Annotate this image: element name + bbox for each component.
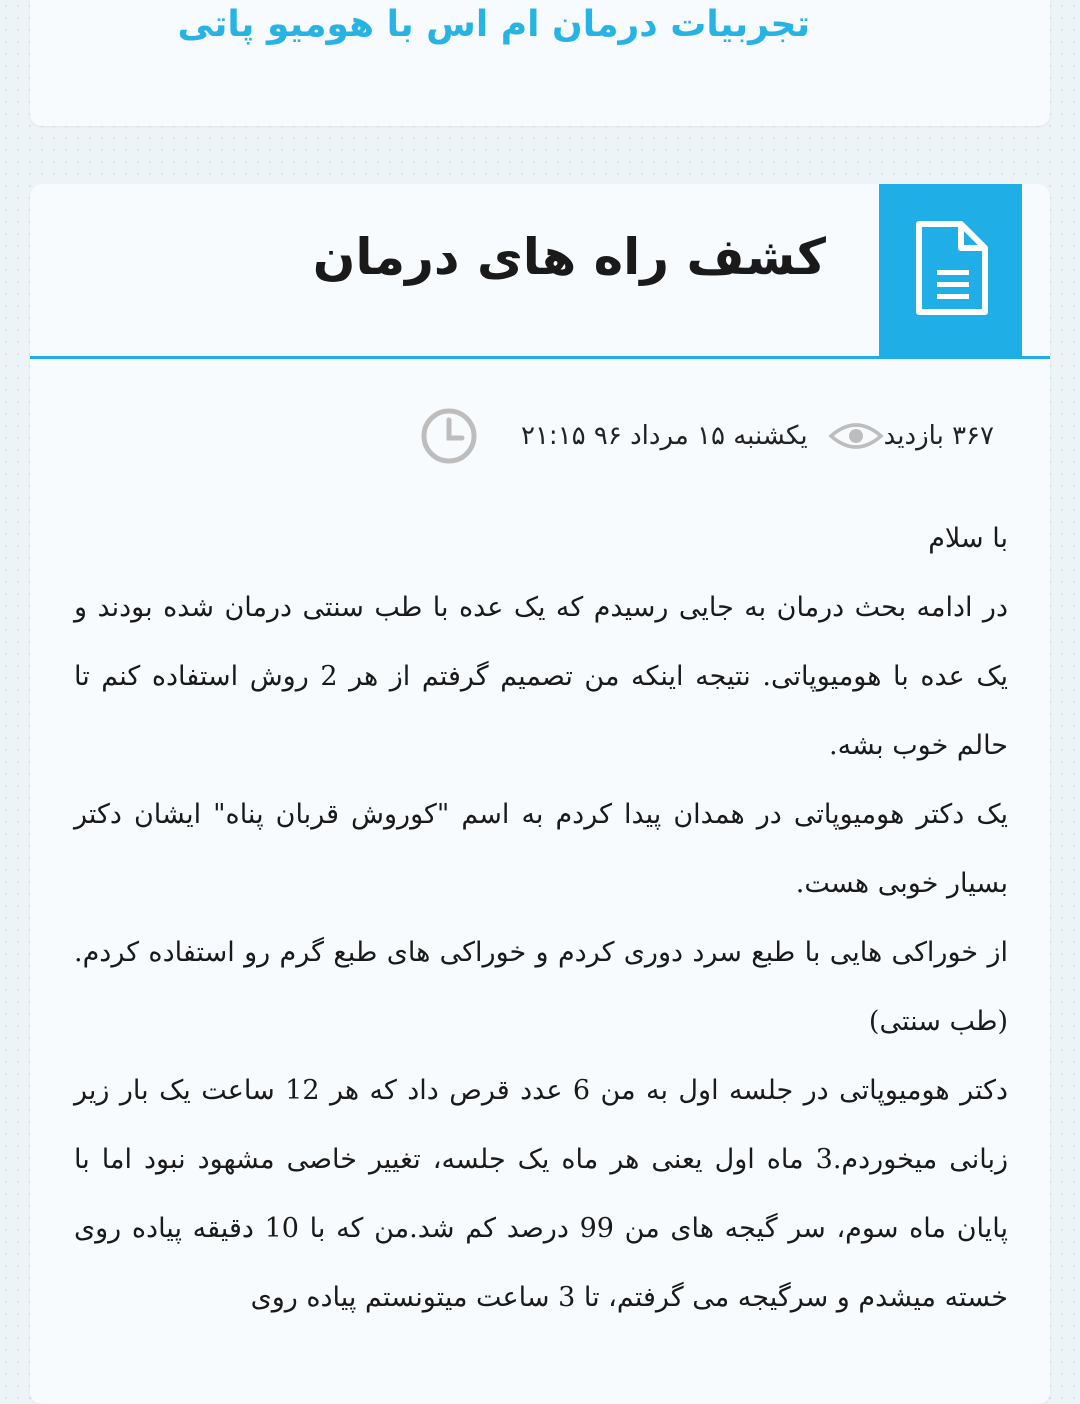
article-body bbox=[74, 504, 1008, 1332]
related-post-link[interactable]: تجربیات درمان ام اس با هومیو پاتی bbox=[177, 4, 810, 45]
document-icon bbox=[913, 220, 989, 320]
article-paragraph: با سلام bbox=[928, 523, 1008, 554]
article-paragraph: در ادامه بحث درمان به جایی رسیدم که یک عده با طب سنتی درمان شده بودند و یک عده با هومیوپاتی. نتیجه اینکه من تصمیم گرفتم از هر 2 روش استفاده کنم تا حالم خوب بشه. bbox=[74, 592, 1009, 761]
clock-icon bbox=[419, 406, 479, 466]
article-paragraph: از خوراکی هایی با طبع سرد دوری کردم و خوراکی های طبع گرم رو استفاده کردم.(طب سنتی) bbox=[74, 937, 1008, 1037]
article-paragraph: یک دکتر هومیوپاتی در همدان پیدا کردم به اسم "کوروش قربان پناه" ایشان دکتر بسیار خوبی هست. bbox=[74, 799, 1008, 899]
article-card bbox=[30, 184, 1050, 1404]
article-meta bbox=[397, 406, 994, 466]
view-count: ۳۶۷ بازدید bbox=[883, 421, 994, 451]
article-title: کشف راه های درمان bbox=[312, 228, 826, 286]
publish-date: یکشنبه ۱۵ مرداد ۹۶ ۲۱:۱۵ bbox=[521, 421, 808, 451]
related-post-card[interactable] bbox=[30, 0, 1050, 126]
article-paragraph: دکتر هومیوپاتی در جلسه اول به من 6 عدد قرص داد که هر 12 ساعت یک بار زیر زبانی میخوردم.3 ماه اول یعنی هر ماه یک جلسه، تغییر خاصی مشهود نبود اما با پایان ماه سوم، سر گیجه های من 99 درصد کم شد.من که با 10 دقیقه پیاده روی خسته میشدم و سرگیجه می گرفتم، تا 3 ساعت میتونستم پیاده روی bbox=[74, 1075, 1009, 1313]
header-divider bbox=[30, 356, 1050, 359]
eye-icon bbox=[828, 420, 884, 452]
post-type-badge bbox=[879, 184, 1022, 356]
